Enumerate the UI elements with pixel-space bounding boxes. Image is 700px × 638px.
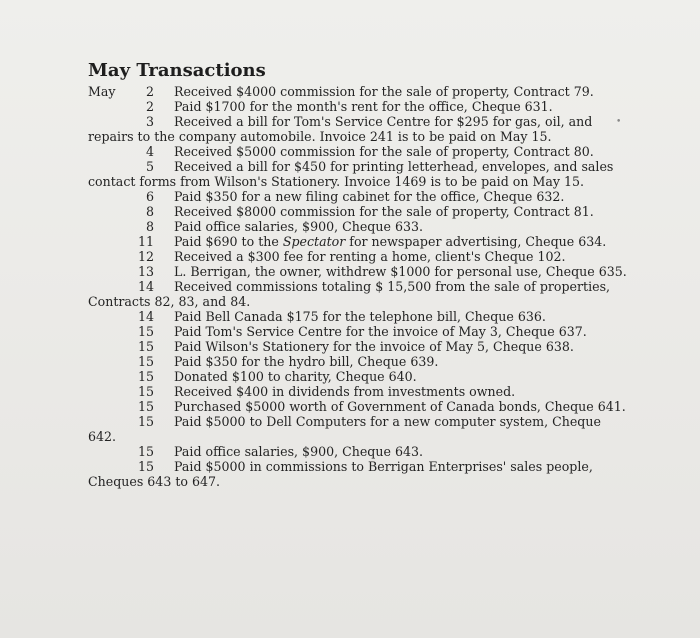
transaction-day: 15: [137, 399, 154, 414]
transaction-day: 11: [137, 234, 154, 249]
document-title: May Transactions: [88, 60, 266, 81]
continuation-text: contact forms from Wilson's Stationery. Invoice 1469 is to be paid on May 15.: [88, 174, 585, 189]
transaction-day: 15: [137, 414, 154, 429]
transaction-description: Paid $350 for a new filing cabinet for the office, Cheque 632.: [174, 189, 565, 204]
transaction-description: Received commissions totaling $ 15,500 from the sale of properties,: [174, 279, 611, 294]
transaction-day: 14: [137, 309, 154, 324]
publication-name: Spectator: [282, 234, 346, 249]
transaction-day: 3: [145, 114, 154, 129]
transaction-description: Paid $5000 in commissions to Berrigan Enterprises' sales people,: [174, 459, 593, 474]
transaction-description: Paid $5000 to Dell Computers for a new computer system, Cheque: [174, 414, 601, 429]
transaction-description: L. Berrigan, the owner, withdrew $1000 for personal use, Cheque 635.: [174, 264, 627, 279]
transaction-day: 15: [137, 354, 154, 369]
transaction-description: Paid Wilson's Stationery for the invoice of May 5, Cheque 638.: [174, 339, 574, 354]
transaction-description: Paid $1700 for the month's rent for the office, Cheque 631.: [174, 99, 553, 114]
transaction-day: 2: [145, 84, 154, 99]
transaction-description: Received $8000 commission for the sale of property, Contract 81.: [174, 204, 594, 219]
transaction-day: 2: [145, 99, 154, 114]
transaction-day: 15: [137, 369, 154, 384]
continuation-text: 642.: [88, 429, 117, 444]
transaction-description: Received $5000 commission for the sale of property, Contract 80.: [174, 144, 594, 159]
transaction-description: Received a $300 fee for renting a home, client's Cheque 102.: [174, 249, 566, 264]
description-part: Paid $690 to the: [174, 234, 283, 249]
transaction-description: Received a bill for Tom's Service Centre for $295 for gas, oil, and: [174, 114, 593, 129]
transaction-day: 14: [137, 279, 154, 294]
transaction-day: 8: [145, 219, 154, 234]
transaction-description: Donated $100 to charity, Cheque 640.: [174, 369, 417, 384]
stray-mark: •: [616, 117, 622, 127]
continuation-text: Cheques 643 to 647.: [88, 474, 221, 489]
transaction-description: Paid office salaries, $900, Cheque 643.: [174, 444, 423, 459]
transaction-day: 15: [137, 339, 154, 354]
transaction-description: Purchased $5000 worth of Government of Canada bonds, Cheque 641.: [174, 399, 626, 414]
transaction-description: Received $400 in dividends from investments owned.: [174, 384, 516, 399]
transaction-description: Paid Bell Canada $175 for the telephone bill, Cheque 636.: [174, 309, 546, 324]
transaction-day: 8: [145, 204, 154, 219]
transaction-day: 6: [145, 189, 154, 204]
description-part: for newspaper advertising, Cheque 634.: [345, 234, 607, 249]
transaction-day: 5: [145, 159, 154, 174]
transaction-day: 13: [137, 264, 154, 279]
transaction-day: 15: [137, 324, 154, 339]
continuation-text: Contracts 82, 83, and 84.: [88, 294, 251, 309]
transaction-day: 12: [137, 249, 154, 264]
transaction-description: Paid $350 for the hydro bill, Cheque 639.: [174, 354, 439, 369]
transaction-description: Received $4000 commission for the sale of property, Contract 79.: [174, 84, 594, 99]
transaction-day: 15: [137, 444, 154, 459]
transaction-description: [174, 234, 606, 249]
month-label: May: [88, 84, 116, 99]
transaction-description: Paid Tom's Service Centre for the invoice of May 3, Cheque 637.: [174, 324, 587, 339]
transaction-day: 15: [137, 384, 154, 399]
continuation-text: repairs to the company automobile. Invoice 241 is to be paid on May 15.: [88, 129, 552, 144]
transaction-description: Received a bill for $450 for printing letterhead, envelopes, and sales: [174, 159, 614, 174]
transaction-day: 15: [137, 459, 154, 474]
transaction-description: Paid office salaries, $900, Cheque 633.: [174, 219, 423, 234]
transaction-day: 4: [145, 144, 154, 159]
